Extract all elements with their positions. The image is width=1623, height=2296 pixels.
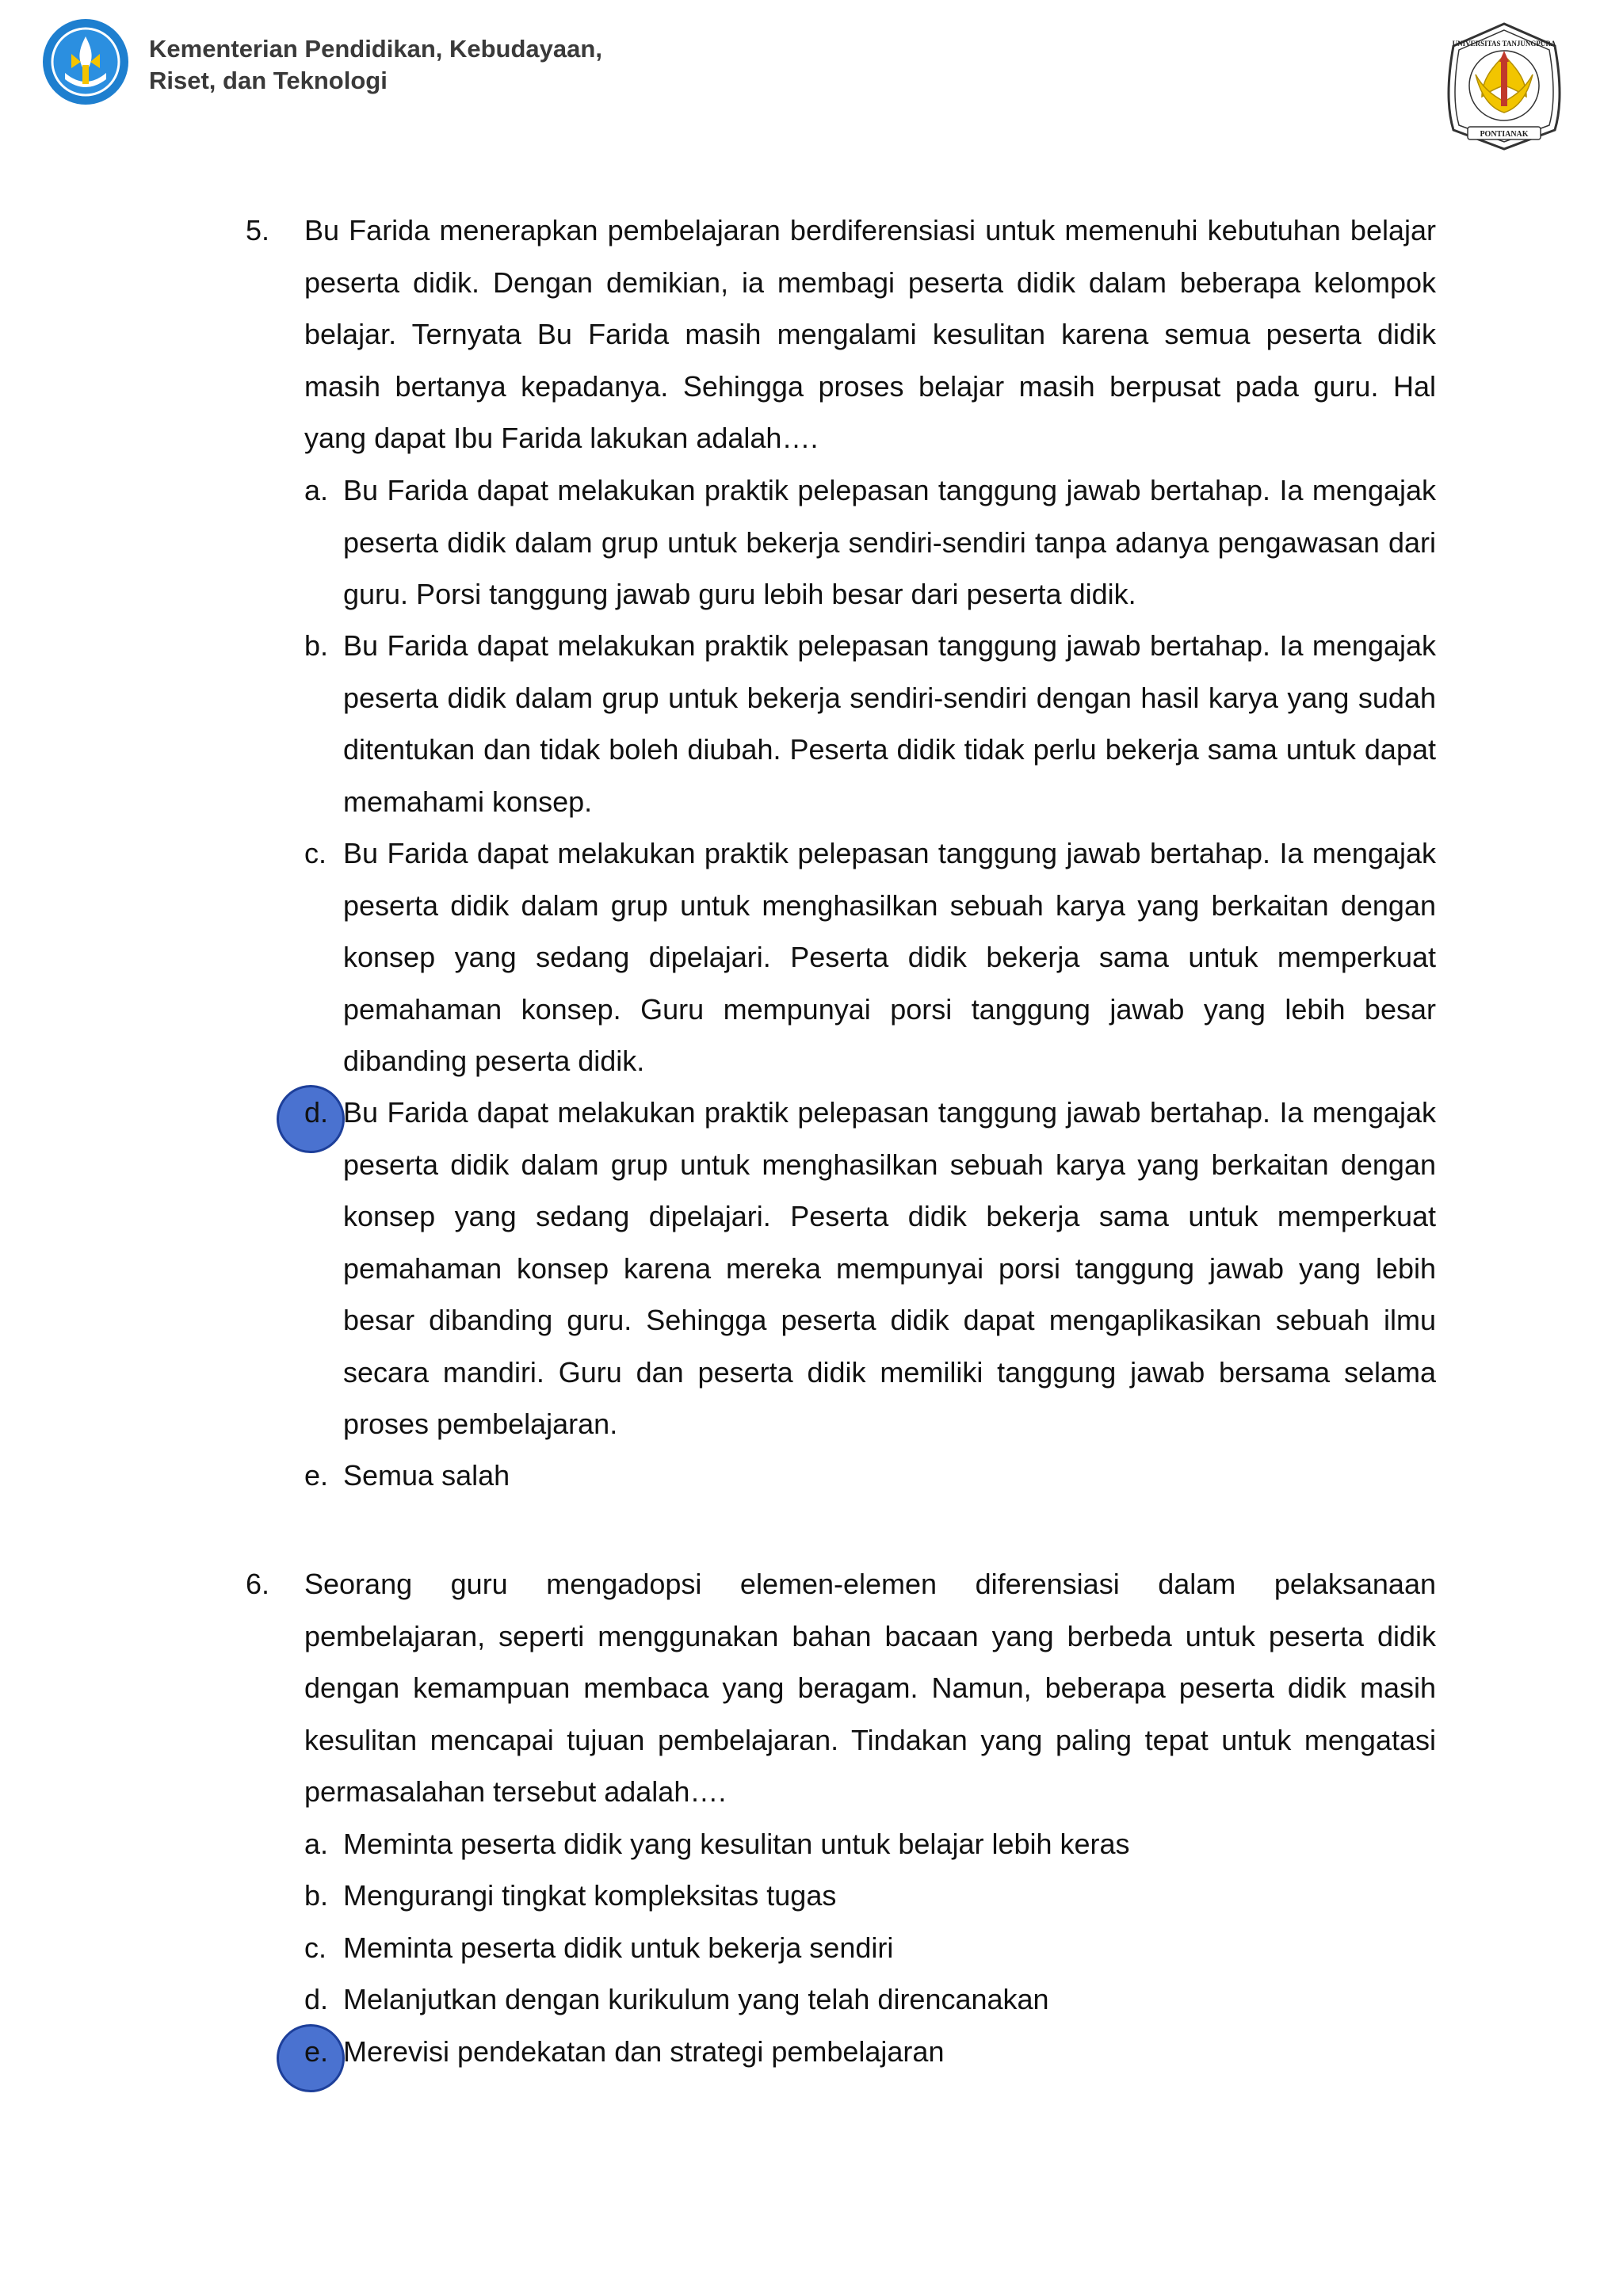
option-text: Bu Farida dapat melakukan praktik pelepasan tanggung jawab bertahap. Ia mengajak peserta didik dalam grup untuk bekerja sendiri-sendiri tanpa adanya pengawasan dari guru. Porsi tanggung jawab guru lebih besar dari peserta didik. [343,474,1436,610]
option-letter: d. [304,1096,329,1129]
seal-ring-text: UNIVERSITAS TANJUNGPURA [1452,40,1556,48]
option-text: Bu Farida dapat melakukan praktik pelepasan tanggung jawab bertahap. Ia mengajak peserta didik dalam grup untuk menghasilkan sebuah karya yang berkaitan dengan konsep yang sedang dipelajari. Peserta didik bekerja sama untuk memperkuat pemahaman konsep. Guru mempunyai porsi tanggung jawab yang lebih besar dibanding peserta didik. [343,837,1436,1077]
option-letter: a. [304,1828,329,1860]
ministry-name [149,33,602,97]
option-letter: b. [304,629,329,662]
ministry-logo-icon [41,17,130,106]
option-letter: a. [304,474,329,506]
question-text: Seorang guru mengadopsi elemen-elemen diferensiasi dalam pelaksanaan pembelajaran, seperti menggunakan bahan bacaan yang berbeda untuk peserta didik dengan kemampuan membaca yang beragam. Namun, beberapa peserta didik masih kesulitan mencapai tujuan pembelajaran. Tindakan yang paling tepat untuk mengatasi permasalahan tersebut adalah…. [304,1568,1436,1808]
option-text: Melanjutkan dengan kurikulum yang telah direncanakan [343,1983,1049,2015]
question-number: 5. [246,214,270,246]
option-text: Bu Farida dapat melakukan praktik pelepasan tanggung jawab bertahap. Ia mengajak peserta didik dalam grup untuk bekerja sendiri-sendiri dengan hasil karya yang sudah ditentukan dan tidak boleh diubah. Peserta didik tidak perlu bekerja sama untuk dapat memahami konsep. [343,629,1436,818]
question-text: Bu Farida menerapkan pembelajaran berdiferensiasi untuk memenuhi kebutuhan belajar peserta didik. Dengan demikian, ia membagi peserta didik dalam beberapa kelompok belajar. Ternyata Bu Farida masih mengalami kesulitan karena semua peserta didik masih bertanya kepadanya. Sehingga proses belajar masih berpusat pada guru. Hal yang dapat Ibu Farida lakukan adalah…. [304,214,1436,454]
option-text: Meminta peserta didik yang kesulitan untuk belajar lebih keras [343,1828,1130,1860]
option-text: Bu Farida dapat melakukan praktik pelepasan tanggung jawab bertahap. Ia mengajak peserta didik dalam grup untuk menghasilkan sebuah karya yang berkaitan dengan konsep yang sedang dipelajari. Peserta didik bekerja sama untuk memperkuat pemahaman konsep karena mereka mempunyai porsi tanggung jawab yang lebih besar dibanding guru. Sehingga peserta didik dapat mengaplikasikan sebuah ilmu secara mandiri. Guru dan peserta didik memiliki tanggung jawab bersama selama proses pembelajaran. [343,1096,1436,1440]
ministry-line-1: Kementerian Pendidikan, Kebudayaan, [149,35,602,63]
page-header [0,0,1623,182]
seal-banner-text: PONTIANAK [1480,130,1529,139]
option-text: Mengurangi tingkat kompleksitas tugas [343,1879,837,1912]
option-letter: b. [304,1879,329,1912]
option-text: Merevisi pendekatan dan strategi pembelajaran [343,2035,945,2068]
option-letter: d. [304,1983,329,2015]
university-seal-icon [1436,19,1572,155]
option-text: Meminta peserta didik untuk bekerja sendiri [343,1931,894,1964]
option-letter: e. [304,1459,329,1492]
option-text: Semua salah [343,1459,510,1492]
ministry-line-2: Riset, dan Teknologi [149,67,388,94]
question-number: 6. [246,1568,270,1600]
option-letter: c. [304,837,327,869]
option-letter: c. [304,1931,327,1964]
option-letter: e. [304,2035,329,2068]
